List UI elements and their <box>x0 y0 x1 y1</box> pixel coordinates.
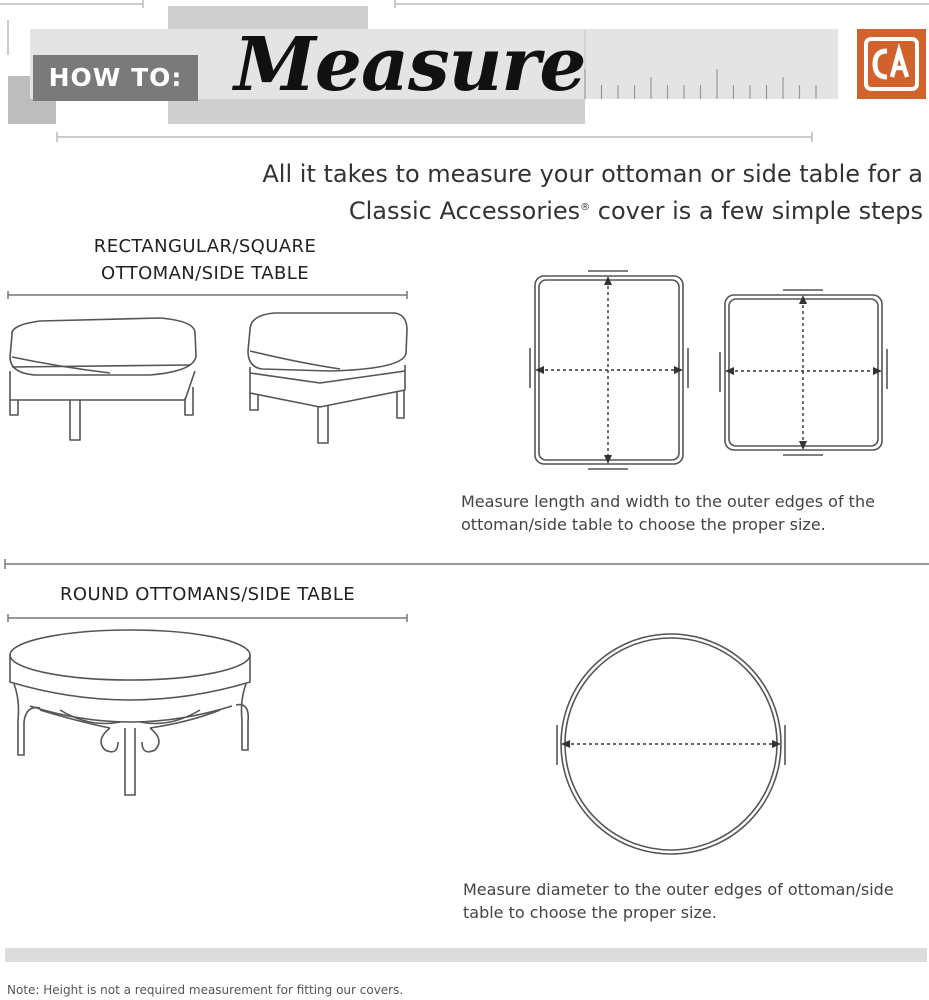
page-title: Measure <box>234 22 586 108</box>
how-to-label: HOW TO: <box>33 55 198 101</box>
footer-note: Note: Height is not a required measurement for fitting our covers. <box>7 983 404 997</box>
intro-line-2: Classic Accessories® cover is a few simple steps <box>348 197 923 225</box>
square-measure-diagram <box>715 287 895 457</box>
round-section-label: ROUND OTTOMANS/SIDE TABLE <box>59 584 356 605</box>
rect-section-label: RECTANGULAR/SQUARE OTTOMAN/SIDE TABLE <box>93 236 317 284</box>
rect-ottoman-illustrations <box>0 285 430 455</box>
footer-band <box>5 948 927 962</box>
round-caption: Measure diameter to the outer edges of ottoman/side table to choose the proper size. <box>463 880 894 922</box>
classic-accessories-logo <box>857 29 926 99</box>
rect-measure-diagram <box>525 268 695 473</box>
rect-caption: Measure length and width to the outer edges of the ottoman/side table to choose the proper size. <box>461 492 875 534</box>
intro-text <box>223 158 923 228</box>
ca-logo-icon <box>857 29 926 99</box>
round-ottoman-illustration <box>0 610 430 810</box>
round-measure-diagram <box>545 630 795 860</box>
intro-line-1: All it takes to measure your ottoman or side table for a <box>262 160 923 188</box>
section-divider <box>0 558 929 570</box>
